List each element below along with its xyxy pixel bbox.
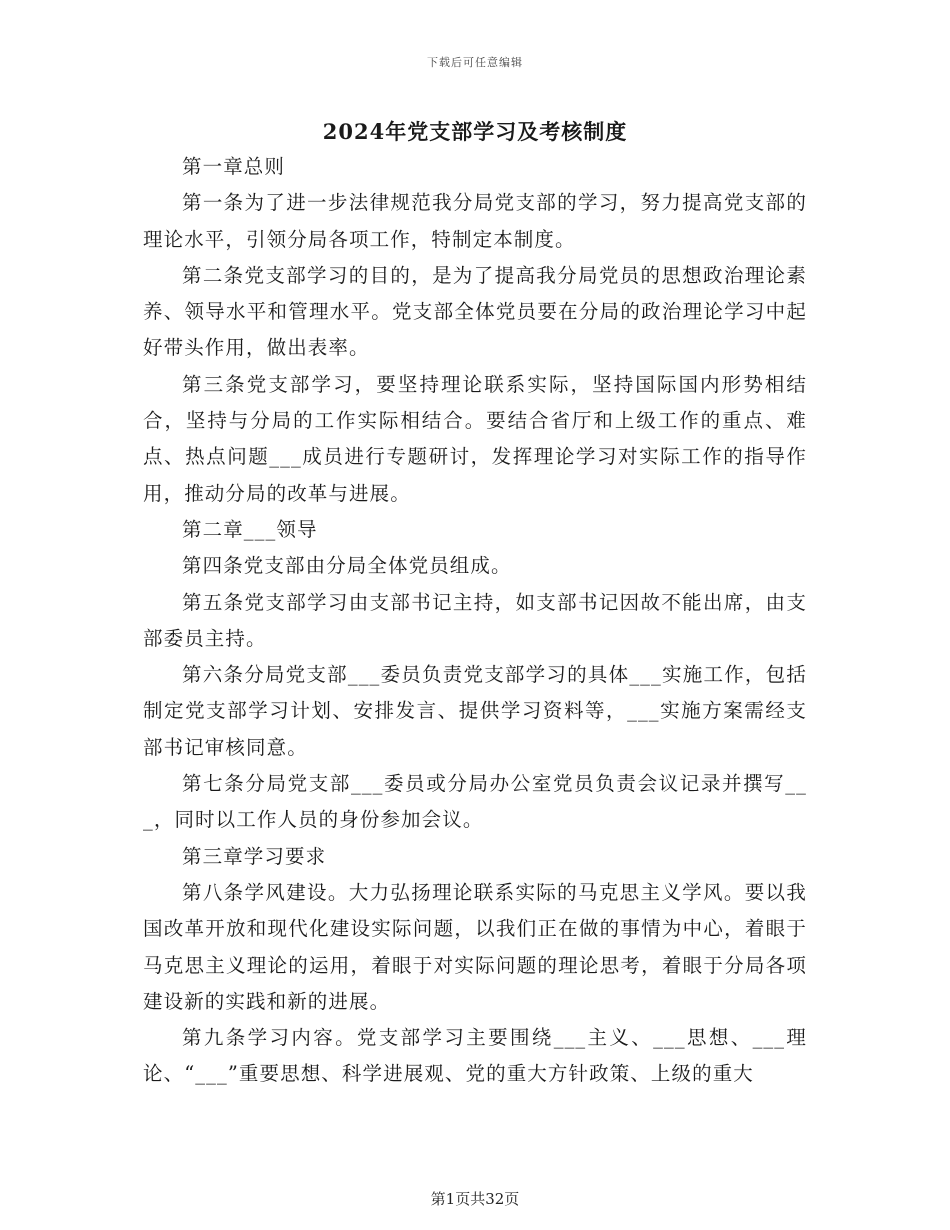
page-number: 第1页共32页	[430, 1190, 520, 1208]
paragraph-article-7: 第七条分局党支部___委员或分局办公室党员负责会议记录并撰写___，同时以工作人员的身份参加会议。	[143, 772, 807, 832]
document-body	[143, 149, 807, 1093]
page-header-note: 下载后可任意编辑	[427, 56, 523, 69]
paragraph-article-1: 第一条为了进一步法律规范我分局党支部的学习，努力提高党支部的理论水平，引领分局各项工作，特制定本制度。	[143, 191, 807, 251]
paragraph-article-2: 第二条党支部学习的目的，是为了提高我分局党员的思想政治理论素养、领导水平和管理水平。党支部全体党员要在分局的政治理论学习中起好带头作用，做出表率。	[143, 263, 807, 360]
paragraph-article-4: 第四条党支部由分局全体党员组成。	[182, 554, 512, 578]
paragraph-chapter-3-heading: 第三章学习要求	[182, 844, 327, 868]
paragraph-article-3: 第三条党支部学习，要坚持理论联系实际，坚持国际国内形势相结合，坚持与分局的工作实际相结合。要结合省厅和上级工作的重点、难点、热点问题___成员进行专题研讨，发挥理论学习对实际工作的指导作用，推动分局的改革与进展。	[143, 372, 807, 505]
paragraph-chapter-1-heading: 第一章总则	[182, 155, 286, 178]
paragraph-article-8: 第八条学风建设。大力弘扬理论联系实际的马克思主义学风。要以我国改革开放和现代化建设实际问题，以我们正在做的事情为中心，着眼于马克思主义理论的运用，着眼于对实际问题的理论思考，着眼于分局各项建设新的实践和新的进展。	[143, 880, 807, 1013]
paragraph-article-5: 第五条党支部学习由支部书记主持，如支部书记因故不能出席，由支部委员主持。	[143, 590, 807, 650]
paragraph-article-6: 第六条分局党支部___委员负责党支部学习的具体___实施工作，包括制定党支部学习计划、安排发言、提供学习资料等，___实施方案需经支部书记审核同意。	[143, 663, 807, 759]
paragraph-article-9: 第九条学习内容。党支部学习主要围绕___主义、___思想、___理论、“___”重要思想、科学进展观、党的重大方针政策、上级的重大	[143, 1026, 807, 1086]
document-title: 2024年党支部学习及考核制度	[322, 119, 628, 144]
paragraph-chapter-2-heading: 第二章___领导	[182, 517, 318, 541]
